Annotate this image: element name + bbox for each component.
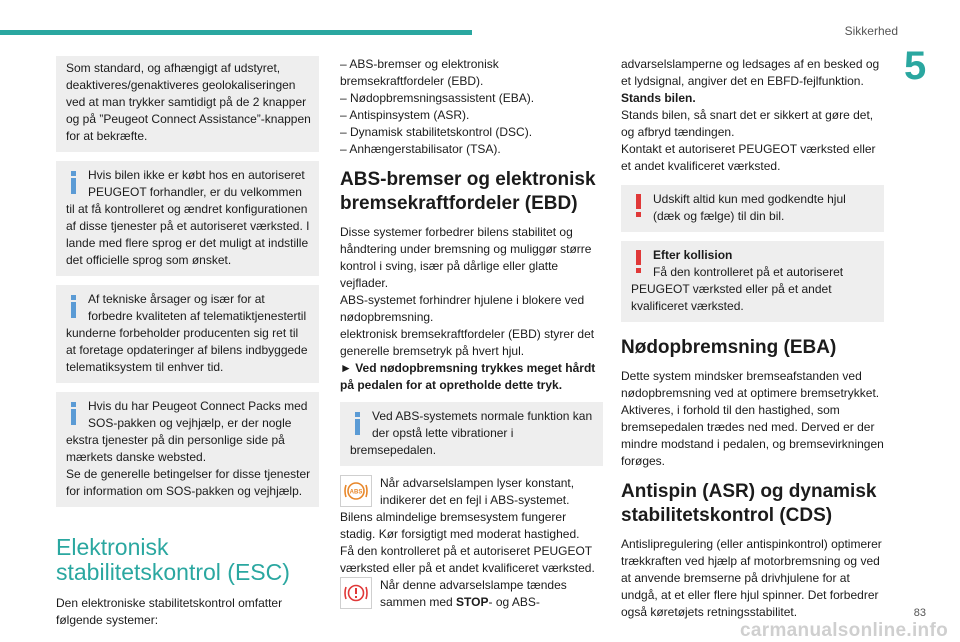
warning-text: Udskift altid kun med godkendte hjul (dæk og fælge) til din bil. [653, 192, 846, 223]
page-number: 83 [913, 607, 926, 619]
section-title: Sikkerhed [844, 24, 898, 38]
paragraph: Aktiveres, i forhold til den hastighed, som bremsepedalen trædes ned med. Derved er der mindre modstand i pedalen, og bremsevirkningen forøges. [621, 403, 884, 468]
warning-box-collision [621, 241, 884, 322]
stop-label: STOP [456, 595, 489, 609]
abs-warning-lamp-icon [340, 475, 372, 507]
column-right [621, 56, 884, 621]
list-item: – ABS-bremser og elektronisk bremsekraftfordeler (EBD). [340, 57, 499, 88]
heading-asr-cds: Antispin (ASR) og dynamisk stabilitetskontrol (CDS) [621, 481, 877, 526]
brake-warning-row [340, 577, 603, 611]
info-icon [66, 402, 82, 426]
list-item: – Nødopbremsningsassistent (EBA). [340, 91, 535, 105]
heading-abs-ebd: ABS-bremser og elektronisk bremsekraftfordeler (EBD) [340, 169, 596, 214]
header-accent-bar [0, 30, 472, 35]
info-text: Af tekniske årsager og især for at forbedre kvaliteten af telematiktjenestertil kunderne forbeholder producenten sig ret til at foretage opdateringer af bilens indbyggede telematiksystem til enhver tid. [66, 292, 308, 374]
paragraph: Antislipregulering (eller antispinkontrol) optimerer trækkraften ved hjælp af motorbremsning og ved at anvende bremserne på drivhjulene for at undgå, at et eller flere hjul spinner. Det forbedrer også køretøjets retningsstabilitet. [621, 537, 882, 619]
watermark: carmanualsonline.info [740, 620, 948, 641]
exclamation-icon [631, 194, 647, 218]
paragraph: elektronisk bremsekraftfordeler (EBD) styrer det generelle bremsetryk på hvert hjul. [340, 327, 595, 358]
stop-car-instruction: Stands bilen. [621, 91, 696, 105]
info-box-dealer [56, 161, 319, 276]
paragraph: Stands bilen, så snart det er sikkert at gøre det, og afbryd tændingen. [621, 108, 874, 139]
info-box-connect-packs [56, 392, 319, 507]
warning-title: Efter kollision [653, 248, 733, 262]
warning-text-post: - og ABS- [488, 595, 540, 609]
system-list [340, 56, 603, 158]
brake-warning-lamp-icon [340, 577, 372, 609]
column-left [56, 56, 319, 629]
warning-box-wheels [621, 185, 884, 232]
info-text: Hvis du har Peugeot Connect Packs med SOS-pakken og vejhjælp, er der nogle ekstra tjenester på din personlige side på mærkets danske websted. [66, 399, 308, 464]
warning-text: Når advarselslampen lyser konstant, indikerer det en fejl i ABS-systemet. [380, 476, 575, 507]
warning-text [340, 577, 603, 611]
paragraph: advarselslamperne og ledsages af en besked og et lydsignal, angiver det en EBFD-fejlfunktion. [621, 57, 880, 88]
paragraph: Den elektroniske stabilitetskontrol omfatter følgende systemer: [56, 596, 283, 627]
paragraph: Disse systemer forbedrer bilens stabilitet og håndtering under bremsning og muliggør større kontrol i sving, især på dårlige eller glatte vejflader. [340, 225, 592, 290]
svg-text:ABS: ABS [349, 489, 363, 496]
info-icon [350, 412, 366, 436]
heading-eba: Nødopbremsning (EBA) [621, 337, 837, 358]
paragraph: Bilens almindelige bremsesystem fungerer stadig. Kør forsigtigt med moderat hastighed. [340, 510, 580, 541]
instruction-paragraph: ► Ved nødopbremsning trykkes meget hårdt på pedalen for at opretholde dette tryk. [340, 361, 596, 392]
info-icon [66, 295, 82, 319]
info-icon [66, 171, 82, 195]
column-middle [340, 56, 603, 611]
info-text: Hvis bilen ikke er købt hos en autoriseret PEUGEOT forhandler, er du velkommen til at få kontrolleret og ændret konfigurationen af disse tjenester på et autoriseret værksted. I lande med flere sprog er det muligt at indstille det officielle sprog som ønsket. [66, 168, 310, 267]
note-text: Som standard, og afhængigt af udstyret, deaktiveres/genaktiveres geolokaliseringen ved at man trykker samtidigt på de 2 knapper og på ”Peugeot Connect Assistance”-knappen for at bekræfte. [66, 61, 311, 143]
abs-warning-row [340, 475, 603, 509]
warning-text-pre: Når denne advarselslampe tændes sammen med [380, 578, 567, 609]
info-box-abs-vibration [340, 402, 603, 466]
paragraph: Få den kontrolleret på et autoriseret PEUGEOT værksted eller på et andet kvalificeret værksted. [340, 544, 595, 575]
paragraph: ABS-systemet forhindrer hjulene i blokere ved nødopbremsning. [340, 293, 585, 324]
list-item: – Dynamisk stabilitetskontrol (DSC). [340, 125, 533, 139]
chapter-number: 5 [904, 44, 927, 88]
heading-esc: Elektronisk stabilitetskontrol (ESC) [56, 534, 290, 585]
note-box-geolocation [56, 56, 319, 152]
warning-text: Få den kontrolleret på et autoriseret PEUGEOT værksted eller på et andet kvalificeret værksted. [631, 265, 844, 313]
paragraph: Dette system mindsker bremseafstanden ved nødopbremsning ved at optimere bremsetrykket. [621, 369, 880, 400]
paragraph: Kontakt et autoriseret PEUGEOT værksted eller et andet kvalificeret værksted. [621, 142, 876, 173]
list-item: – Anhængerstabilisator (TSA). [340, 142, 501, 156]
info-text: Se de generelle betingelser for disse tjenester for information om SOS-pakken og vejhjælp. [66, 467, 311, 498]
info-box-telematics [56, 285, 319, 383]
info-text: Ved ABS-systemets normale funktion kan der opstå lette vibrationer i bremsepedalen. [350, 409, 593, 457]
exclamation-icon [631, 250, 647, 274]
list-item: – Antispinsystem (ASR). [340, 108, 470, 122]
